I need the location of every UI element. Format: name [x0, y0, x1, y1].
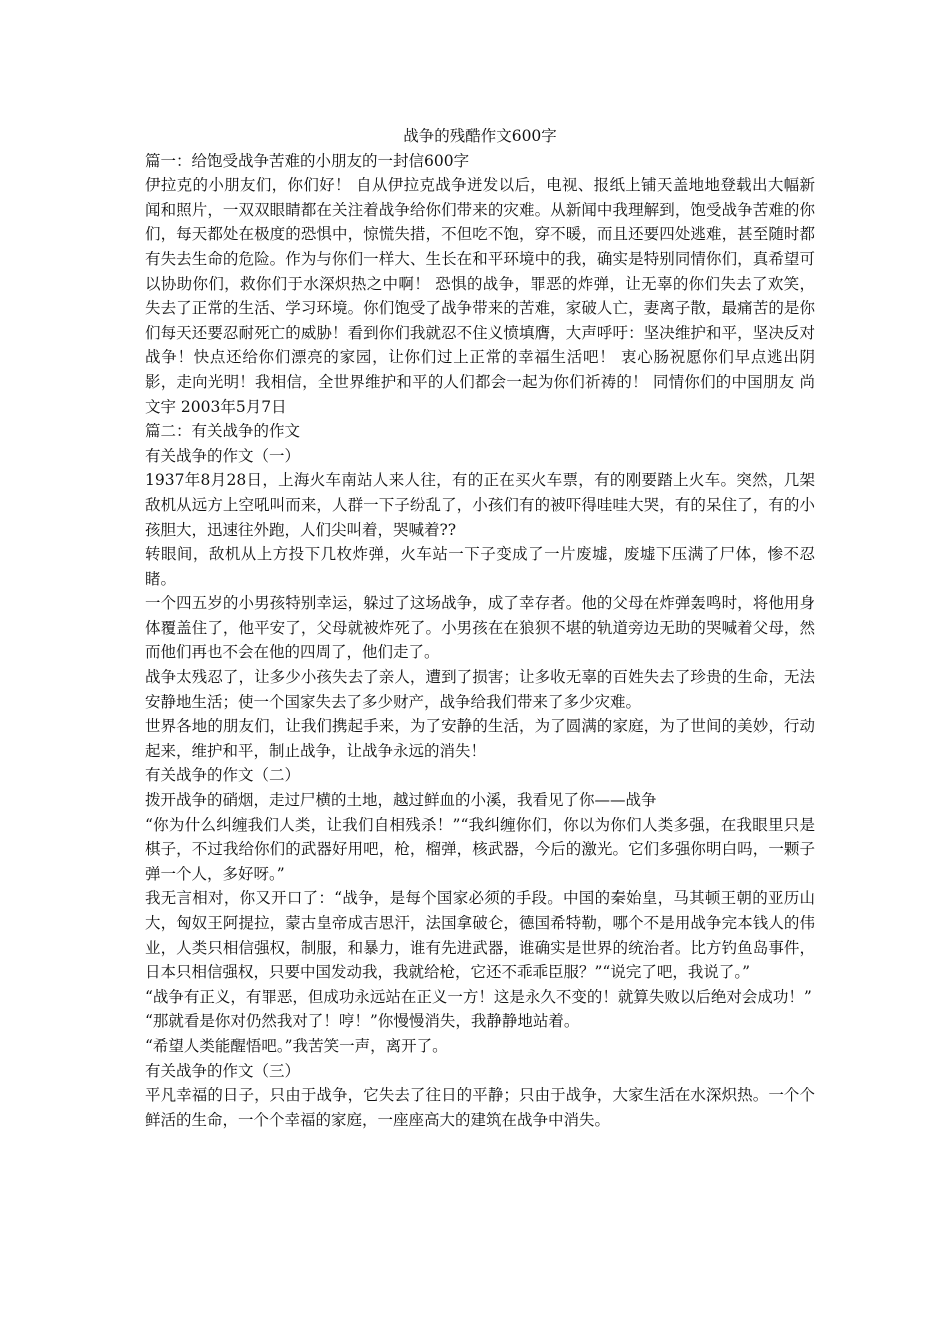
body-paragraph: 拨开战争的硝烟，走过尸横的土地，越过鲜血的小溪，我看见了你——战争 — [145, 791, 657, 810]
subheading-essay-one: 有关战争的作文（一） — [145, 446, 301, 465]
body-paragraph: 世界各地的朋友们，让我们携起手来，为了安静的生活，为了圆满的家庭，为了世间的美妙，行动起来，维护和平，制止战争，让战争永远的消失！ — [145, 717, 815, 760]
body-paragraph: 战争太残忍了，让多少小孩失去了亲人，遭到了损害；让多收无辜的百姓失去了珍贵的生命，无法安静地生活；使一个国家失去了多少财产，战争给我们带来了多少灾难。 — [145, 668, 815, 711]
document-title: 战争的残酷作文600字 — [403, 127, 557, 145]
body-paragraph: 平凡幸福的日子，只由于战争，它失去了往日的平静；只由于战争，大家生活在水深炽热。一个个鲜活的生命，一个个幸福的家庭，一座座高大的建筑在战争中消失。 — [145, 1086, 815, 1129]
body-paragraph: 一个四五岁的小男孩特别幸运，躲过了这场战争，成了幸存者。他的父母在炸弹轰鸣时，将他用身体覆盖住了，他平安了，父母就被炸死了。小男孩在在狼狈不堪的轨道旁边无助的哭喊着父母，然而他们再也不会在他的四周了，他们走了。 — [145, 594, 815, 662]
letter-paragraph: 伊拉克的小朋友们，你们好！ 自从伊拉克战争迸发以后，电视、报纸上铺天盖地地登载出大幅新闻和照片，一双双眼睛都在关注着战争给你们带来的灾难。从新闻中我理解到，饱受战争苦难的你们，每天都处在极度的恐惧中，惊慌失措，不但吃不饱，穿不暖，而且还要四处逃难，甚至随时都有失去生命的危险。作为与你们一样大、生长在和平环境中的我，确实是特别同情你们，真希望可以协助你们，救你们于水深炽热之中啊！ 恐惧的战争，罪恶的炸弹，让无辜的你们失去了欢笑，失去了正常的生活、学习环境。你们饱受了战争带来的苦难，家破人亡，妻离子散，最痛苦的是你们每天还要忍耐死亡的威胁！看到你们我就忍不住义愤填膺，大声呼吁：坚决维护和平，坚决反对战争！快点还给你们漂亮的家园，让你们过上正常的幸福生活吧！ 衷心肠祝愿你们早点逃出阴影，走向光明！我相信，全世界维护和平的人们都会一起为你们祈祷的！ 同情你们的中国朋友 尚文宇 2003年5月7日 — [145, 176, 815, 416]
body-paragraph: 我无言相对，你又开口了：“战争，是每个国家必须的手段。中国的秦始皇，马其顿王朝的亚历山大，匈奴王阿提拉，蒙古皇帝成吉思汗，法国拿破仑，德国希特勒，哪个不是用战争完本钱人的伟业，人类只相信强权，制服，和暴力，谁有先进武器，谁确实是世界的统治者。比方钓鱼岛事件，日本只相信强权，只要中国发动我，我就给枪，它还不乖乖臣服？”“说完了吧，我说了。” — [145, 889, 815, 982]
body-paragraph: 1937年8月28日，上海火车南站人来人往，有的正在买火车票，有的刚要踏上火车。突然，几架敌机从远方上空吼叫而来，人群一下子纷乱了，小孩们有的被吓得哇哇大哭，有的呆住了，有的小孩胆大，迅速往外跑，人们尖叫着，哭喊着?? — [145, 471, 815, 539]
body-paragraph: “那就看是你对仍然我对了！哼！”你慢慢消失，我静静地站着。 — [145, 1012, 580, 1031]
heading-part-one: 篇一：给饱受战争苦难的小朋友的一封信600字 — [145, 151, 470, 170]
heading-part-two: 篇二：有关战争的作文 — [145, 422, 301, 441]
body-paragraph: “战争有正义，有罪恶，但成功永远站在正义一方！这是永久不变的！就算失败以后绝对会成功！” — [145, 987, 812, 1006]
document-page — [145, 124, 815, 1132]
subheading-essay-three: 有关战争的作文（三） — [145, 1061, 301, 1080]
body-paragraph: “你为什么纠缠我们人类，让我们自相残杀！”“我纠缠你们，你以为你们人类多强，在我眼里只是棋子，不过我给你们的武器好用吧，枪，榴弹，核武器，今后的激光。它们多强你明白吗，一颗子弹一个人，多好呀。” — [145, 815, 815, 883]
body-paragraph: 转眼间，敌机从上方投下几枚炸弹，火车站一下子变成了一片废墟，废墟下压满了尸体，惨不忍睹。 — [145, 545, 815, 588]
body-paragraph: “希望人类能醒悟吧。”我苦笑一声，离开了。 — [145, 1036, 448, 1055]
subheading-essay-two: 有关战争的作文（二） — [145, 766, 301, 785]
